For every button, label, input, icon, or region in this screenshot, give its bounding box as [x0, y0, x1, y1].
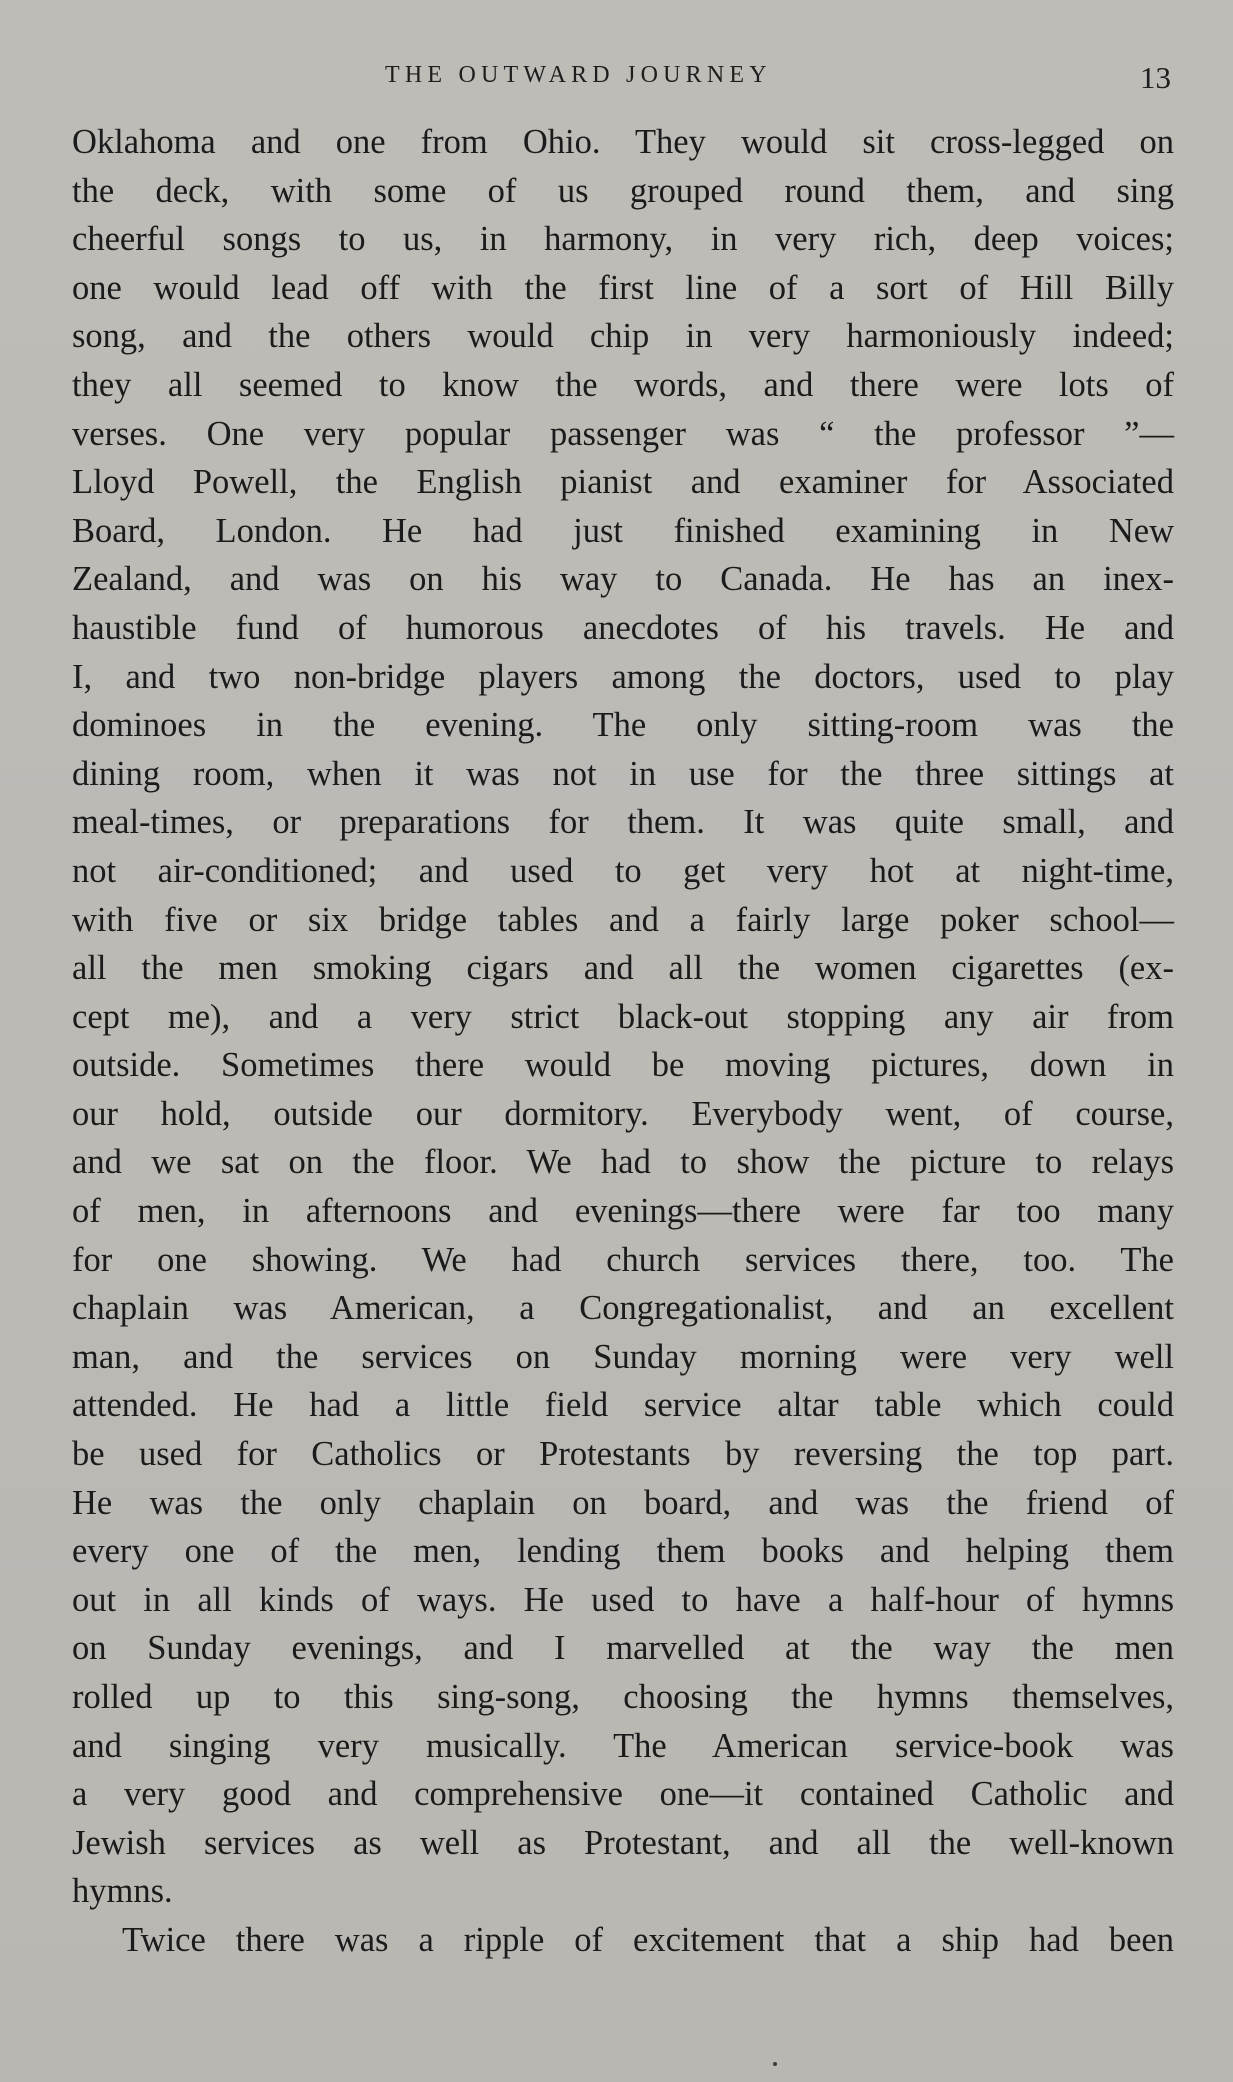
text-line: of men, in afternoons and evenings—there were far too many [72, 1192, 1174, 1231]
text-line: Board, London. He had just finished examining in New [72, 511, 1174, 550]
text-line: for one showing. We had church services there, too. The [72, 1240, 1174, 1279]
text-line: Lloyd Powell, the English pianist and examiner for Associated [72, 463, 1174, 502]
text-line: and we sat on the floor. We had to show the picture to relays [72, 1143, 1174, 1182]
text-line: dining room, when it was not in use for the three sittings at [72, 754, 1174, 793]
text-line: not air-conditioned; and used to get very hot at night-time, [72, 851, 1174, 890]
text-line: they all seemed to know the words, and there were lots of [72, 365, 1174, 404]
text-line: attended. He had a little field service altar table which could [72, 1386, 1174, 1425]
text-line: cheerful songs to us, in harmony, in very rich, deep voices; [72, 220, 1174, 259]
paragraph [72, 1916, 1174, 1965]
text-line: hymns. [72, 1872, 173, 1911]
text-line: Oklahoma and one from Ohio. They would sit cross-legged on [72, 123, 1174, 161]
text-line: outside. Sometimes there would be moving pictures, down in [72, 1046, 1174, 1085]
text-line: Twice there was a ripple of excitement that a ship had been [122, 1920, 1174, 1959]
text-line: every one of the men, lending them books and helping them [72, 1532, 1174, 1571]
text-line: dominoes in the evening. The only sitting-room was the [72, 706, 1174, 745]
text-line: on Sunday evenings, and I marvelled at the way the men [72, 1629, 1174, 1668]
text-line: all the men smoking cigars and all the women cigarettes (ex- [72, 949, 1174, 988]
text-line: out in all kinds of ways. He used to have a half-hour of hymns [72, 1580, 1174, 1619]
body-text [72, 118, 1174, 1965]
text-line: chaplain was American, a Congregationalist, and an excellent [72, 1289, 1174, 1328]
page-header [0, 58, 1233, 98]
text-line: man, and the services on Sunday morning were very well [72, 1337, 1174, 1376]
text-line: I, and two non-bridge players among the doctors, used to play [72, 657, 1174, 696]
text-line: be used for Catholics or Protestants by reversing the top part. [72, 1435, 1174, 1474]
text-line: haustible fund of humorous anecdotes of his travels. He and [72, 608, 1174, 647]
page-number: 13 [1140, 60, 1171, 95]
text-line: one would lead off with the first line of a sort of Hill Billy [72, 268, 1174, 307]
text-line: a very good and comprehensive one—it contained Catholic and [72, 1775, 1174, 1814]
text-line: Zealand, and was on his way to Canada. He has an inex- [72, 560, 1174, 599]
text-line: meal-times, or preparations for them. It was quite small, and [72, 803, 1174, 842]
ink-speck [773, 2062, 777, 2066]
running-head: THE OUTWARD JOURNEY [385, 62, 772, 88]
text-line: verses. One very popular passenger was “ the professor ”— [72, 414, 1174, 453]
text-line: song, and the others would chip in very harmoniously indeed; [72, 317, 1174, 356]
text-line: rolled up to this sing-song, choosing the hymns themselves, [72, 1678, 1174, 1716]
text-line: the deck, with some of us grouped round them, and sing [72, 171, 1174, 210]
text-line: Jewish services as well as Protestant, and all the well-known [72, 1823, 1174, 1862]
text-line: cept me), and a very strict black-out stopping any air from [72, 997, 1174, 1036]
text-line: our hold, outside our dormitory. Everybody went, of course, [72, 1094, 1174, 1133]
text-line: He was the only chaplain on board, and was the friend of [72, 1483, 1174, 1522]
paragraph [72, 118, 1174, 1916]
text-line: and singing very musically. The American service-book was [72, 1726, 1174, 1765]
text-line: with five or six bridge tables and a fairly large poker school— [72, 900, 1174, 939]
